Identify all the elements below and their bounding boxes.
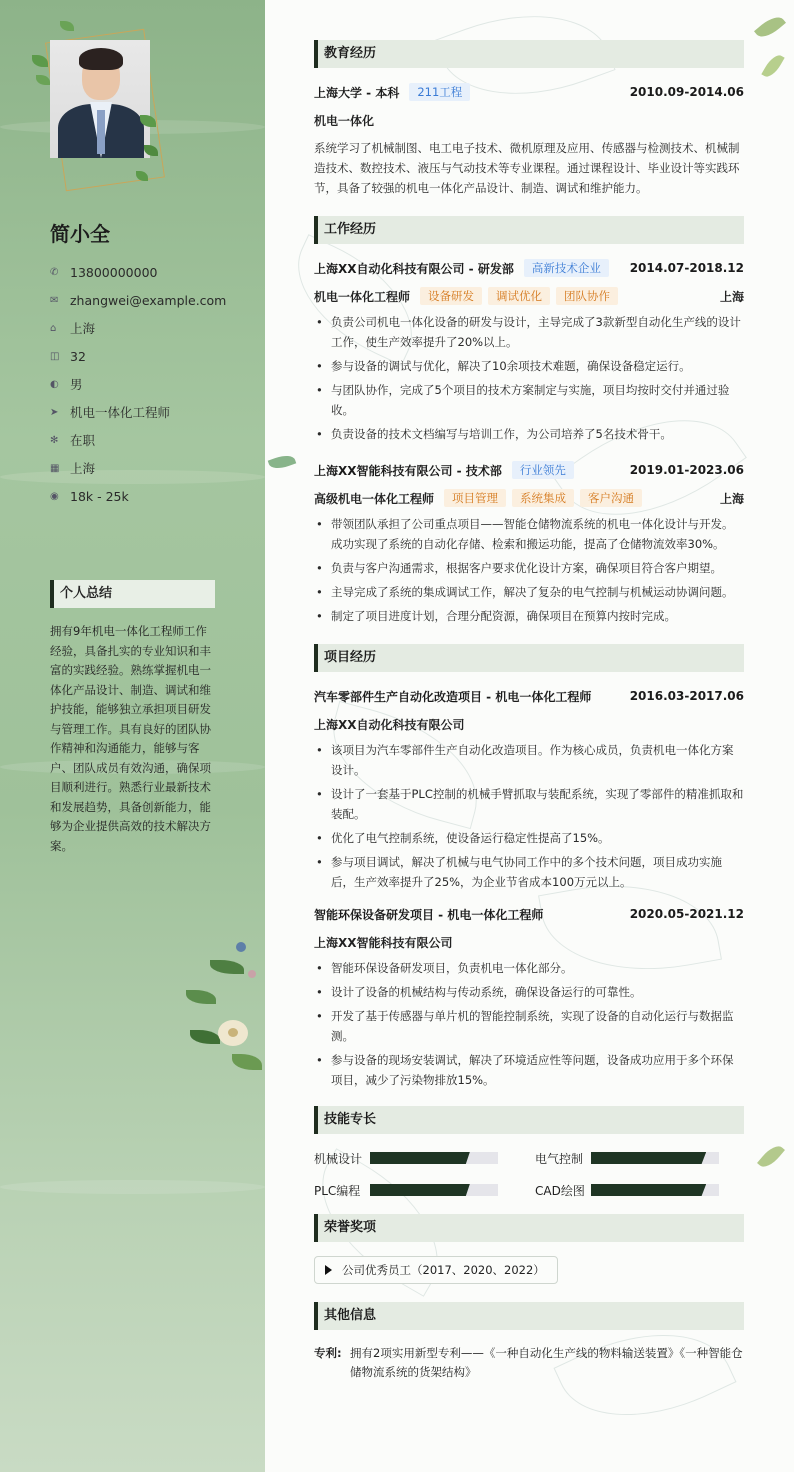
skill-item	[314, 1180, 535, 1200]
info-row	[50, 342, 250, 370]
skill-tag: 项目管理	[444, 489, 506, 507]
skill-item	[535, 1180, 744, 1200]
gender-icon: ◐	[50, 378, 59, 390]
leaf-decoration	[757, 1142, 785, 1172]
list-item: • 制定了项目进度计划，合理分配资源，确保项目在预算内按时完成。	[314, 606, 744, 626]
award-item[interactable]	[314, 1256, 558, 1284]
list-item: • 参与设备的现场安装调试，解决了环境适应性等问题，设备成功应用于多个环保项目，减少了污染物排放15%。	[314, 1050, 744, 1090]
list-item: • 负责公司机电一体化设备的研发与设计，主导完成了3款新型自动化生产线的设计工作，使生产效率提升了20%以上。	[314, 312, 744, 352]
honors-section-title: 荣誉奖项	[314, 1214, 744, 1242]
project-header	[314, 904, 744, 924]
info-row	[50, 286, 250, 314]
skill-tag: 客户沟通	[580, 489, 642, 507]
other-info-value: 拥有2项实用新型专利——《一种自动化生产线的物料输送装置》《一种智能仓储物流系统的货架结构》	[350, 1346, 743, 1379]
info-row	[50, 258, 250, 286]
project-date: 2016.03-2017.06	[629, 689, 744, 703]
education-date: 2010.09-2014.06	[629, 85, 744, 99]
skill-label: 电气控制	[535, 1151, 584, 1166]
list-item: • 与团队协作，完成了5个项目的技术方案制定与实施，项目均按时交付并通过验收。	[314, 380, 744, 420]
company-tag: 行业领先	[512, 461, 574, 479]
leaf-decoration	[36, 75, 50, 85]
job-role: 机电一体化工程师	[314, 289, 411, 304]
project-date: 2020.05-2021.12	[629, 907, 744, 921]
other-info-row	[314, 1344, 744, 1382]
company-tag: 高新技术企业	[524, 259, 609, 277]
job-icon: ➤	[50, 406, 59, 418]
salary-icon: ◉	[50, 490, 59, 502]
job-role: 高级机电一体化工程师	[314, 491, 435, 506]
project-bullets	[314, 740, 744, 892]
list-item: • 主导完成了系统的集成调试工作，解决了复杂的电气控制与机械运动协调问题。	[314, 582, 744, 602]
contact-info-list	[50, 258, 250, 510]
skill-item	[535, 1148, 744, 1168]
job-role-row	[314, 488, 744, 508]
job-city: 上海	[719, 491, 744, 506]
skill-item	[314, 1148, 535, 1168]
skill-bar-fill	[370, 1152, 470, 1164]
info-text: 上海	[70, 461, 96, 476]
leaf-decoration	[754, 12, 786, 42]
info-text: 男	[70, 377, 83, 392]
phone-icon: ✆	[50, 266, 59, 278]
education-header	[314, 82, 744, 102]
sidebar	[0, 0, 265, 1472]
info-row	[50, 454, 250, 482]
summary-section	[50, 580, 215, 856]
projects-section-title: 项目经历	[314, 644, 744, 672]
project-bullets	[314, 958, 744, 1090]
info-row	[50, 426, 250, 454]
age-icon: ◫	[50, 350, 60, 362]
info-row	[50, 314, 250, 342]
skill-tag: 设备研发	[420, 287, 482, 305]
info-text: zhangwei@example.com	[70, 292, 227, 308]
work-list	[314, 258, 744, 626]
award-text: 公司优秀员工（2017、2020、2022）	[342, 1263, 545, 1277]
summary-text: 拥有9年机电一体化工程师工作经验，具备扎实的专业知识和丰富的实践经验。熟练掌握机电一体化产品设计、制造、调试和维护技能，能够独立承担项目研发与管理工作。具有良好的团队协作精神和沟通能力，能够与客户、团队成员有效沟通，确保项目顺利进行。熟悉行业最新技术和发展趋势，具备创新能力，能够为企业提供高效的技术解决方案。	[50, 624, 211, 853]
skill-tag: 调试优化	[488, 287, 550, 305]
job-bullets	[314, 312, 744, 444]
project-header	[314, 686, 744, 706]
list-item: • 负责与客户沟通需求，根据客户要求优化设计方案，确保项目符合客户期望。	[314, 558, 744, 578]
mail-icon: ✉	[50, 294, 59, 306]
other-section-title: 其他信息	[314, 1302, 744, 1330]
skill-bar	[591, 1184, 719, 1196]
company-name: 上海XX智能科技有限公司 - 技术部	[314, 463, 502, 478]
skill-bar-fill	[370, 1184, 470, 1196]
job-date: 2014.07-2018.12	[629, 261, 744, 275]
list-item: • 优化了电气控制系统，使设备运行稳定性提高了15%。	[314, 828, 744, 848]
info-row	[50, 398, 250, 426]
candidate-name: 简小全	[50, 222, 110, 246]
info-text: 13800000000	[70, 264, 158, 280]
education-section-title: 教育经历	[314, 40, 744, 68]
other-info-key: 专利:	[314, 1346, 342, 1360]
job-role-row	[314, 286, 744, 306]
skill-label: CAD绘图	[535, 1183, 585, 1198]
job-header	[314, 460, 744, 480]
main-content	[265, 0, 794, 1472]
project-list	[314, 686, 744, 1090]
project-name: 智能环保设备研发项目 - 机电一体化工程师	[314, 907, 544, 922]
info-text: 18k - 25k	[70, 488, 129, 504]
company-name: 上海XX自动化科技有限公司 - 研发部	[314, 261, 514, 276]
info-text: 上海	[70, 321, 96, 336]
leaf-decoration	[60, 21, 74, 31]
job-city: 上海	[719, 289, 744, 304]
education-description: 系统学习了机械制图、电工电子技术、微机原理及应用、传感器与检测技术、机械制造技术、数控技术、液压与气动技术等专业课程。通过课程设计、毕业设计等实践环节，具备了较强的机电一体化产品设计、制造、调试和维护能力。	[314, 141, 740, 195]
info-text: 32	[70, 348, 86, 364]
project-company: 上海XX智能科技有限公司	[314, 935, 453, 950]
school-name: 上海大学 - 本科	[314, 85, 400, 100]
list-item: • 带领团队承担了公司重点项目——智能仓储物流系统的机电一体化设计与开发。成功实现了系统的自动化存储、检索和搬运功能，提高了仓储物流效率30%。	[314, 514, 744, 554]
list-item: • 设计了一套基于PLC控制的机械手臂抓取与装配系统，实现了零部件的精准抓取和装配。	[314, 784, 744, 824]
flower-decoration	[180, 930, 265, 1090]
list-item: • 负责设备的技术文档编写与培训工作，为公司培养了5名技术骨干。	[314, 424, 744, 444]
leaf-decoration	[761, 52, 784, 81]
info-text: 在职	[70, 433, 96, 448]
avatar-frame	[40, 25, 160, 185]
list-item: • 参与设备的调试与优化，解决了10余项技术难题，确保设备稳定运行。	[314, 356, 744, 376]
school-tag: 211工程	[409, 83, 470, 101]
job-date: 2019.01-2023.06	[629, 463, 744, 477]
skill-tag: 团队协作	[556, 287, 618, 305]
leaf-decoration	[268, 452, 297, 472]
list-item: • 设计了设备的机械结构与传动系统，确保设备运行的可靠性。	[314, 982, 744, 1002]
skill-bar-fill	[591, 1152, 706, 1164]
summary-title: 个人总结	[50, 580, 215, 608]
city-icon: ▦	[50, 462, 60, 474]
list-item: • 智能环保设备研发项目，负责机电一体化部分。	[314, 958, 744, 978]
skill-tag: 系统集成	[512, 489, 574, 507]
leaf-decoration	[32, 55, 48, 67]
info-row	[50, 482, 250, 510]
skill-bar	[591, 1152, 719, 1164]
list-item: • 该项目为汽车零部件生产自动化改造项目。作为核心成员，负责机电一体化方案设计。	[314, 740, 744, 780]
skills-section-title: 技能专长	[314, 1106, 744, 1134]
skill-bar-fill	[591, 1184, 706, 1196]
job-header	[314, 258, 744, 278]
education-major: 机电一体化	[314, 113, 375, 128]
skill-list	[314, 1148, 744, 1200]
skill-bar	[370, 1184, 498, 1196]
project-name: 汽车零部件生产自动化改造项目 - 机电一体化工程师	[314, 689, 592, 704]
skill-label: PLC编程	[314, 1183, 361, 1198]
status-icon: ✻	[50, 434, 59, 446]
list-item: • 开发了基于传感器与单片机的智能控制系统，实现了设备的自动化运行与数据监测。	[314, 1006, 744, 1046]
triangle-right-icon	[325, 1265, 332, 1275]
skill-label: 机械设计	[314, 1151, 363, 1166]
home-icon: ⌂	[50, 322, 57, 334]
job-bullets	[314, 514, 744, 626]
list-item: • 参与项目调试，解决了机械与电气协同工作中的多个技术问题，项目成功实施后，生产效率提升了25%，为企业节省成本100万元以上。	[314, 852, 744, 892]
info-text: 机电一体化工程师	[70, 405, 171, 420]
work-section-title: 工作经历	[314, 216, 744, 244]
background-wave	[0, 1180, 265, 1194]
avatar	[50, 40, 150, 158]
info-row	[50, 370, 250, 398]
skill-bar	[370, 1152, 498, 1164]
project-company: 上海XX自动化科技有限公司	[314, 717, 465, 732]
